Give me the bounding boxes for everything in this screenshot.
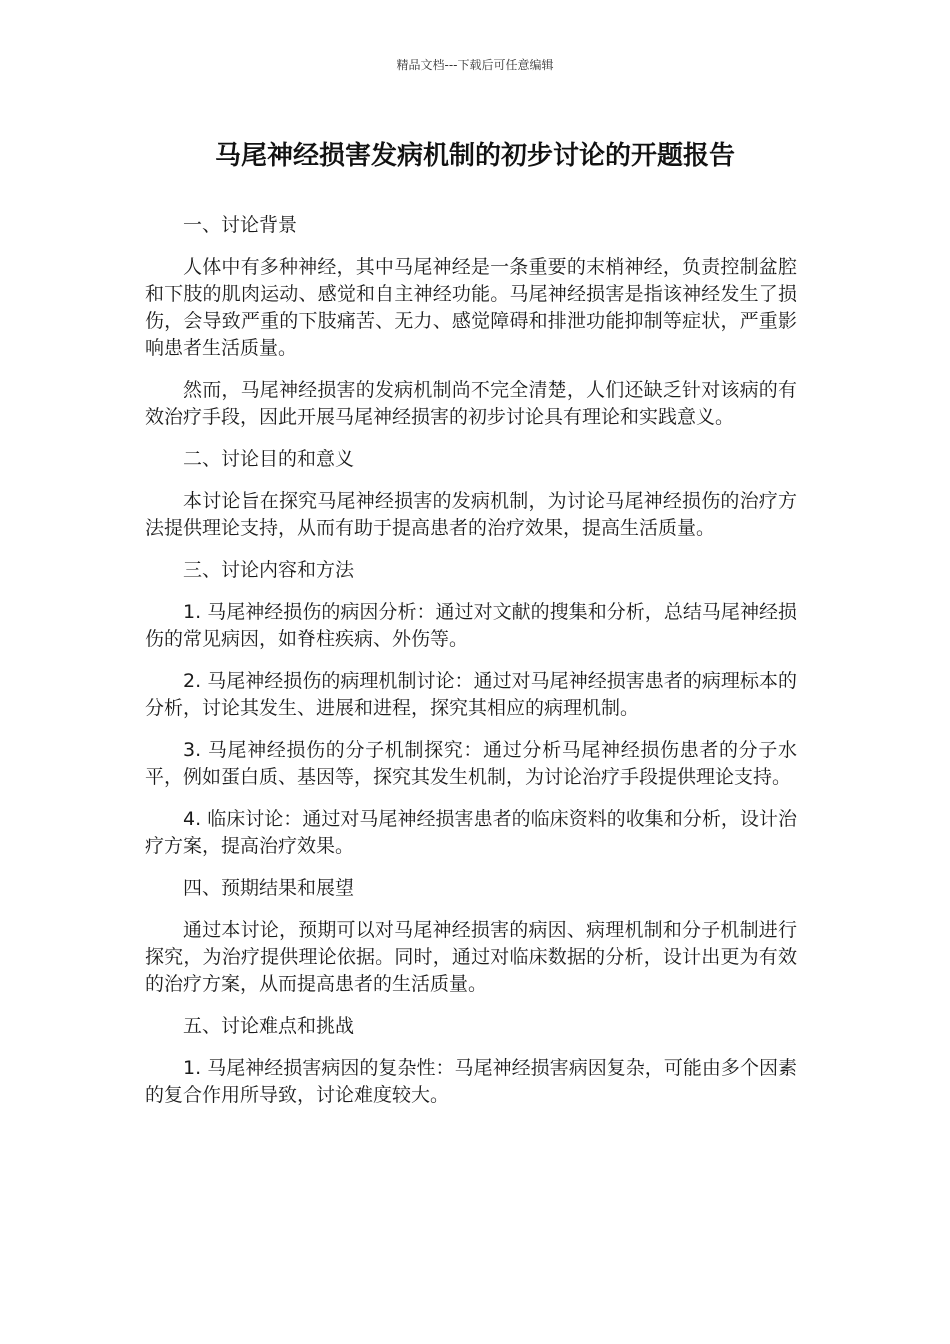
paragraph-purpose: 本讨论旨在探究马尾神经损害的发病机制，为讨论马尾神经损伤的治疗方法提供理论支持，从而有助于提高患者的治疗效果，提高生活质量。 <box>145 490 797 539</box>
page-header: 精品文档---下载后可任意编辑 <box>396 58 554 72</box>
section-heading-background: 一、讨论背景 <box>183 214 298 236</box>
paragraph-background-2: 然而，马尾神经损害的发病机制尚不完全清楚，人们还缺乏针对该病的有效治疗手段，因此开展马尾神经损害的初步讨论具有理论和实践意义。 <box>145 379 797 428</box>
paragraph-background-1: 人体中有多种神经，其中马尾神经是一条重要的末梢神经，负责控制盆腔和下肢的肌肉运动、感觉和自主神经功能。马尾神经损害是指该神经发生了损伤，会导致严重的下肢痛苦、无力、感觉障碍和排泄功能抑制等症状，严重影响患者生活质量。 <box>145 256 797 359</box>
paragraph-method-2: 2. 马尾神经损伤的病理机制讨论：通过对马尾神经损害患者的病理标本的分析，讨论其发生、进展和进程，探究其相应的病理机制。 <box>145 670 797 719</box>
section-heading-purpose: 二、讨论目的和意义 <box>183 448 355 470</box>
document-body <box>145 212 797 1124</box>
section-heading-methods: 三、讨论内容和方法 <box>183 559 355 581</box>
paragraph-method-4: 4. 临床讨论：通过对马尾神经损害患者的临床资料的收集和分析，设计治疗方案，提高治疗效果。 <box>145 808 797 857</box>
paragraph-outlook: 通过本讨论，预期可以对马尾神经损害的病因、病理机制和分子机制进行探究，为治疗提供理论依据。同时，通过对临床数据的分析，设计出更为有效的治疗方案，从而提高患者的生活质量。 <box>145 919 797 995</box>
paragraph-method-3: 3. 马尾神经损伤的分子机制探究：通过分析马尾神经损伤患者的分子水平，例如蛋白质、基因等，探究其发生机制，为讨论治疗手段提供理论支持。 <box>145 739 797 788</box>
document-title: 马尾神经损害发病机制的初步讨论的开题报告 <box>214 141 735 171</box>
paragraph-challenge-1: 1. 马尾神经损害病因的复杂性：马尾神经损害病因复杂，可能由多个因素的复合作用所导致，讨论难度较大。 <box>145 1057 797 1106</box>
section-heading-outlook: 四、预期结果和展望 <box>183 877 355 899</box>
section-heading-challenges: 五、讨论难点和挑战 <box>183 1015 355 1037</box>
paragraph-method-1: 1. 马尾神经损伤的病因分析：通过对文献的搜集和分析，总结马尾神经损伤的常见病因，如脊柱疾病、外伤等。 <box>145 601 797 650</box>
